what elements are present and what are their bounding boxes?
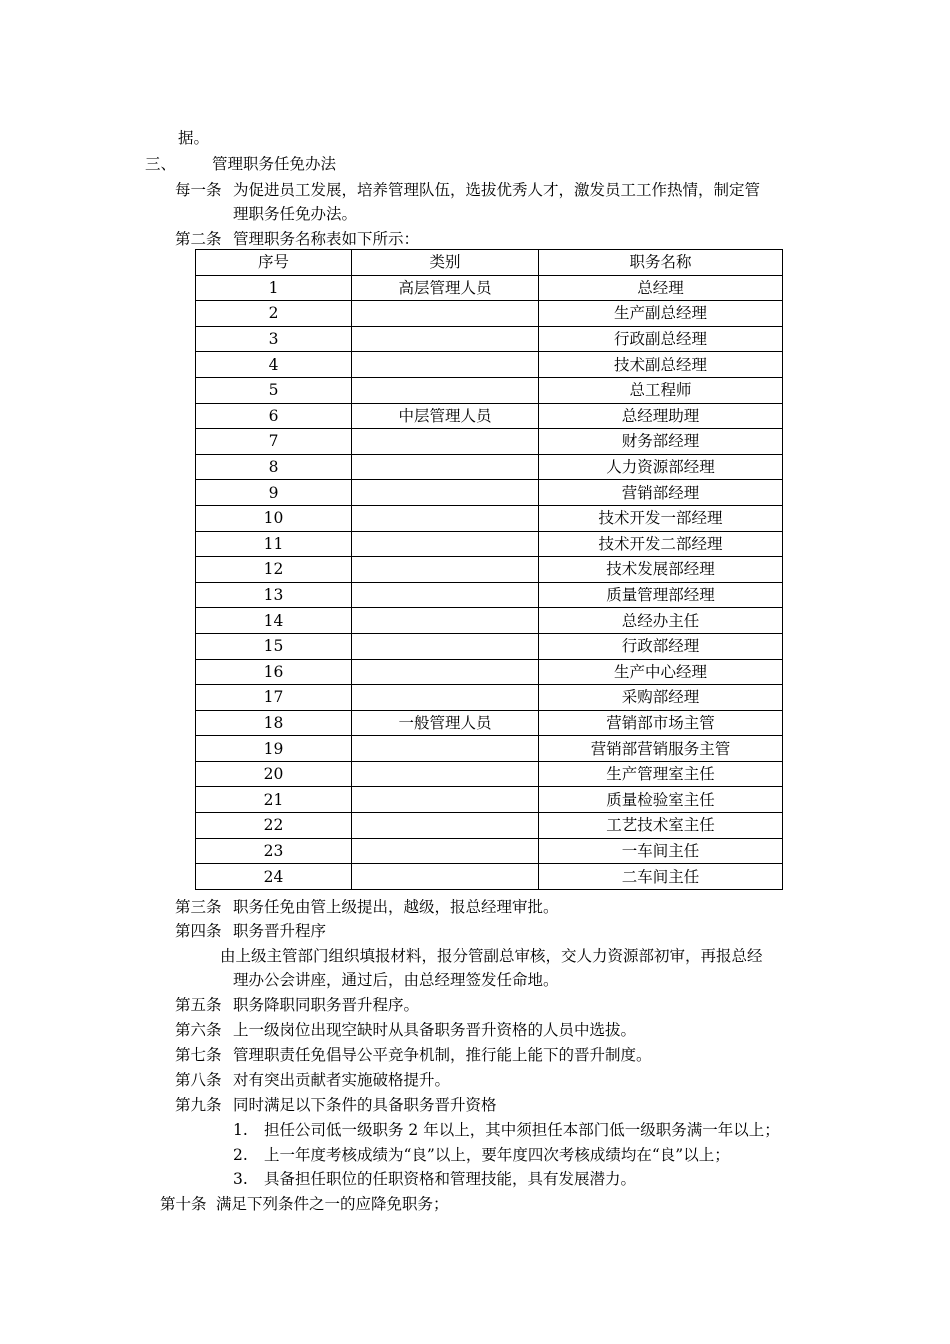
cell-category <box>352 736 539 762</box>
header-cell-index: 序号 <box>196 250 352 276</box>
article-text: 上一级岗位出现空缺时从具备职务晋升资格的人员中选拔。 <box>233 1021 637 1039</box>
table-row <box>196 761 783 787</box>
cell-index: 11 <box>196 531 352 557</box>
cell-category <box>352 301 539 327</box>
cell-index: 1 <box>196 275 352 301</box>
cell-position: 技术开发一部经理 <box>539 505 783 531</box>
cell-category <box>352 864 539 890</box>
cell-category <box>352 454 539 480</box>
cell-position: 一车间主任 <box>539 838 783 864</box>
list-text: 具备担任职位的任职资格和管理技能，具有发展潜力。 <box>264 1170 637 1188</box>
article-7 <box>175 1042 652 1068</box>
article-text: 职务晋升程序 <box>233 922 327 940</box>
cell-index: 2 <box>196 301 352 327</box>
cell-index: 15 <box>196 633 352 659</box>
cell-position: 营销部市场主管 <box>539 710 783 736</box>
article-label: 第九条 <box>175 1096 222 1114</box>
article-text: 为促进员工发展，培养管理队伍，选拔优秀人才，激发员工工作热情，制定管 <box>233 181 761 199</box>
cell-category <box>352 838 539 864</box>
cell-category <box>352 813 539 839</box>
cell-position: 营销部经理 <box>539 480 783 506</box>
cell-index: 9 <box>196 480 352 506</box>
article-text: 职务降职同职务晋升程序。 <box>233 996 420 1014</box>
article-6 <box>175 1017 636 1043</box>
cell-index: 6 <box>196 403 352 429</box>
list-number: 2. <box>233 1146 248 1164</box>
cell-category <box>352 531 539 557</box>
cell-index: 21 <box>196 787 352 813</box>
cell-position: 行政部经理 <box>539 633 783 659</box>
article-3 <box>175 894 559 920</box>
article-label: 第六条 <box>175 1021 222 1039</box>
table-row <box>196 326 783 352</box>
table-row <box>196 429 783 455</box>
cell-position: 技术发展部经理 <box>539 557 783 583</box>
cell-position: 生产管理室主任 <box>539 761 783 787</box>
cell-index: 17 <box>196 685 352 711</box>
article-text: 同时满足以下条件的具备职务晋升资格 <box>233 1096 497 1114</box>
intro-tail: 据。 <box>178 129 210 147</box>
article-text: 职务任免由管上级提出，越级，报总经理审批。 <box>233 898 559 916</box>
cell-position: 二车间主任 <box>539 864 783 890</box>
table-row <box>196 813 783 839</box>
table-row <box>196 864 783 890</box>
cell-index: 4 <box>196 352 352 378</box>
cell-category <box>352 633 539 659</box>
table-row <box>196 582 783 608</box>
cell-category <box>352 326 539 352</box>
cell-index: 16 <box>196 659 352 685</box>
header-cell-position: 职务名称 <box>539 250 783 276</box>
cell-index: 20 <box>196 761 352 787</box>
cell-index: 13 <box>196 582 352 608</box>
article-label: 第二条 <box>175 230 222 248</box>
cell-position: 采购部经理 <box>539 685 783 711</box>
table-row <box>196 736 783 762</box>
cell-category <box>352 377 539 403</box>
cell-category <box>352 352 539 378</box>
cell-index: 5 <box>196 377 352 403</box>
cell-index: 19 <box>196 736 352 762</box>
cell-category <box>352 582 539 608</box>
table-row <box>196 480 783 506</box>
article-label: 每一条 <box>175 181 222 199</box>
article-label: 第四条 <box>175 922 222 940</box>
article-4-body: 由上级主管部门组织填报材料，报分管副总审核，交人力资源部初审，再报总经 <box>220 947 763 965</box>
cell-position: 技术开发二部经理 <box>539 531 783 557</box>
table-row <box>196 787 783 813</box>
article-text: 满足下列条件之一的应降免职务； <box>216 1195 449 1213</box>
list-item <box>233 1117 780 1143</box>
cell-position: 质量管理部经理 <box>539 582 783 608</box>
cell-position: 财务部经理 <box>539 429 783 455</box>
article-label: 第七条 <box>175 1046 222 1064</box>
table-row <box>196 838 783 864</box>
article-label: 第八条 <box>175 1071 222 1089</box>
article-10 <box>160 1191 449 1217</box>
section-title: 管理职务任免办法 <box>212 155 337 173</box>
table-row <box>196 505 783 531</box>
cell-position: 生产副总经理 <box>539 301 783 327</box>
list-item <box>233 1142 730 1168</box>
cell-category <box>352 787 539 813</box>
list-number: 3. <box>233 1170 248 1188</box>
cell-position: 总经理助理 <box>539 403 783 429</box>
cell-category <box>352 761 539 787</box>
list-text: 上一年度考核成绩为“良”以上，要年度四次考核成绩均在“良”以上； <box>264 1146 730 1164</box>
article-9 <box>175 1092 497 1118</box>
cell-category <box>352 608 539 634</box>
cell-position: 总经理 <box>539 275 783 301</box>
table-header-row <box>196 250 783 276</box>
cell-category <box>352 505 539 531</box>
cell-index: 8 <box>196 454 352 480</box>
article-4-body-cont: 理办公会讲座，通过后，由总经理签发任命地。 <box>233 971 559 989</box>
cell-category: 高层管理人员 <box>352 275 539 301</box>
cell-position: 总经办主任 <box>539 608 783 634</box>
cell-position: 质量检验室主任 <box>539 787 783 813</box>
article-label: 第五条 <box>175 996 222 1014</box>
article-label: 第十条 <box>160 1195 207 1213</box>
header-cell-category: 类别 <box>352 250 539 276</box>
cell-index: 23 <box>196 838 352 864</box>
table-row <box>196 633 783 659</box>
table-row <box>196 377 783 403</box>
section-heading <box>145 151 336 177</box>
cell-index: 14 <box>196 608 352 634</box>
cell-category <box>352 685 539 711</box>
cell-position: 行政副总经理 <box>539 326 783 352</box>
table-row <box>196 557 783 583</box>
section-number: 三、 <box>145 155 177 173</box>
table-row <box>196 608 783 634</box>
article-text: 管理职务名称表如下所示： <box>233 230 420 248</box>
list-item <box>233 1166 636 1192</box>
article-4 <box>175 918 326 944</box>
cell-category <box>352 659 539 685</box>
cell-index: 10 <box>196 505 352 531</box>
table-row <box>196 352 783 378</box>
cell-category <box>352 557 539 583</box>
article-1 <box>175 177 760 203</box>
table-row <box>196 685 783 711</box>
cell-index: 12 <box>196 557 352 583</box>
cell-category <box>352 429 539 455</box>
cell-index: 22 <box>196 813 352 839</box>
list-number: 1. <box>233 1121 248 1139</box>
table-row <box>196 531 783 557</box>
table-row <box>196 301 783 327</box>
cell-index: 18 <box>196 710 352 736</box>
position-table <box>195 249 783 890</box>
cell-position: 生产中心经理 <box>539 659 783 685</box>
table-row <box>196 454 783 480</box>
cell-position: 工艺技术室主任 <box>539 813 783 839</box>
article-text: 管理职责任免倡导公平竞争机制，推行能上能下的晋升制度。 <box>233 1046 652 1064</box>
cell-position: 人力资源部经理 <box>539 454 783 480</box>
cell-position: 营销部营销服务主管 <box>539 736 783 762</box>
cell-category: 中层管理人员 <box>352 403 539 429</box>
cell-category <box>352 480 539 506</box>
cell-position: 技术副总经理 <box>539 352 783 378</box>
cell-index: 24 <box>196 864 352 890</box>
table-row <box>196 710 783 736</box>
article-text: 对有突出贡献者实施破格提升。 <box>233 1071 451 1089</box>
article-8 <box>175 1067 450 1093</box>
article-5 <box>175 992 419 1018</box>
cell-index: 7 <box>196 429 352 455</box>
list-text: 担任公司低一级职务 2 年以上，其中须担任本部门低一级职务满一年以上； <box>264 1121 780 1139</box>
cell-index: 3 <box>196 326 352 352</box>
article-label: 第三条 <box>175 898 222 916</box>
table-row <box>196 659 783 685</box>
cell-position: 总工程师 <box>539 377 783 403</box>
cell-category: 一般管理人员 <box>352 710 539 736</box>
table-row <box>196 275 783 301</box>
table-row <box>196 403 783 429</box>
article-1-cont: 理职务任免办法。 <box>233 205 358 223</box>
